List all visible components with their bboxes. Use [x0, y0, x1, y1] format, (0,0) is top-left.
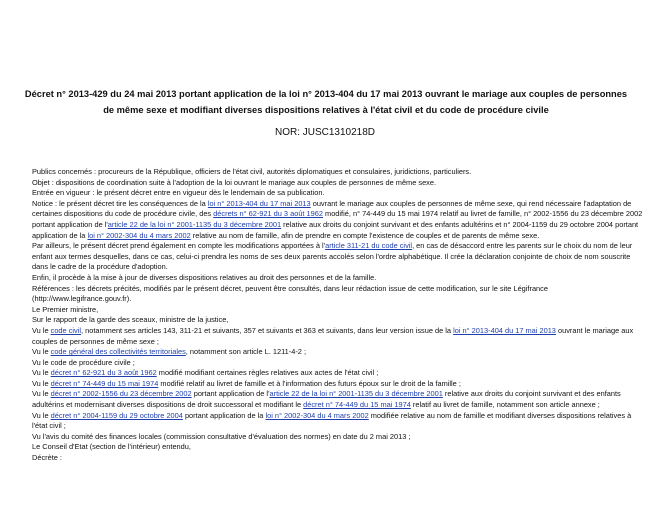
link-decret-2004-1159[interactable]: décret n° 2004-1159 du 29 octobre 2004: [50, 410, 183, 420]
premier-ministre: Le Premier ministre,: [32, 304, 99, 314]
publics-concernes: Publics concernés : procureurs de la République, officiers de l'état civil, autorités diplomatiques et consulaires, juridictions, particuliers.: [32, 167, 472, 176]
link-decrets-62-921[interactable]: décrets n° 62-921 du 3 août 1962: [213, 209, 323, 219]
link-article-311-21-code-civil[interactable]: article 311-21 du code civil: [325, 241, 413, 251]
link-loi-2002-304-vu[interactable]: loi n° 2002-304 du 4 mars 2002: [265, 410, 369, 420]
references-paragraph: Références : les décrets précités, modifiés par le présent décret, peuvent être consultés, dans leur rédaction issue de cette modification, sur le site Légifrance (http://www.legifrance.gouv.fr).: [32, 283, 548, 304]
link-decret-2002-1556[interactable]: décret n° 2002-1556 du 23 décembre 2002: [50, 389, 192, 399]
vu-decret-2004-1159: Vu le décret n° 2004-1159 du 29 octobre 2004 portant application de la loi n° 2002-304 du 4 mars 2002 modifiée relative au nom de famille et modifiant diverses dispositions relatives à l'état civil ;: [32, 410, 632, 431]
enfin-paragraph: Enfin, il procède à la mise à jour de diverses dispositions relatives au droit des personnes et de la famille.: [32, 272, 377, 282]
decrete: Décrète :: [32, 453, 62, 463]
vu-decret-62-921: Vu le décret n° 62-921 du 3 août 1962 modifié modifiant certaines règles relatives aux actes de l'état civil ;: [32, 368, 379, 378]
vu-cgct: Vu le code général des collectivités territoriales, notamment son article L. 1211-4-2 ;: [32, 347, 307, 357]
decree-body: [32, 167, 644, 464]
link-decret-74-449-vu[interactable]: décret n° 74-449 du 15 mai 1974: [303, 400, 411, 410]
notice-paragraph: Notice : le présent décret tire les conséquences de la loi n° 2013-404 du 17 mai 2013 ouvrant le mariage aux couples de personnes de même sexe, qui rend nécessaire l'adaptation de certaines dispositions du code de procédure civile, des décrets n° 62-921 du 3 août 1962 modifié, n° 74-449 du 15 mai 1974 relatif au livret de famille, n° 2002-1556 du 23 décembre 2002 portant application de l'article 22 de la loi n° 2001-1135 du 3 décembre 2001 relative aux droits du conjoint survivant et des enfants adultérins et n° 2004-1159 du 29 octobre 2004 portant application de la loi n° 2002-304 du 4 mars 2002 relative au nom de famille, afin de prendre en compte l'existence de couples et de parents de même sexe.: [32, 198, 643, 240]
link-loi-2013-404-vu[interactable]: loi n° 2013-404 du 17 mai 2013: [453, 325, 556, 335]
link-article-22-loi-2001-1135[interactable]: article 22 de la loi n° 2001-1135 du 3 décembre 2001: [107, 219, 282, 229]
objet: Objet : dispositions de coordination suite à l'adoption de la loi ouvrant le mariage aux couples de personnes de même sexe.: [32, 177, 437, 187]
decree-title: Décret n° 2013-429 du 24 mai 2013 portant application de la loi n° 2013-404 du 17 mai 2013 ouvrant le mariage aux couples de personnes de même sexe et modifiant diverses dispositions relatives à l'état civil et du code de procédure civile: [24, 89, 628, 115]
link-decret-62-921[interactable]: décret n° 62-921 du 3 août 1962: [50, 368, 157, 378]
link-code-civil[interactable]: code civil: [50, 325, 82, 335]
link-cgct[interactable]: code général des collectivités territoriales: [50, 347, 186, 357]
link-loi-2013-404[interactable]: loi n° 2013-404 du 17 mai 2013: [207, 198, 311, 208]
vu-decret-2002-1556: Vu le décret n° 2002-1556 du 23 décembre 2002 portant application de l'article 22 de la loi n° 2001-1135 du 3 décembre 2001 relative aux droits du conjoint survivant et des enfants adultérins et modernisant diverses dispositions de droit successoral et modifiant le décret n° 74-449 du 15 mai 1974 relatif au livret de famille, notamment son article annexe ;: [32, 389, 621, 410]
rapport-line: Sur le rapport de la garde des sceaux, ministre de la justice,: [32, 315, 229, 325]
link-loi-2002-304[interactable]: loi n° 2002-304 du 4 mars 2002: [87, 230, 191, 240]
nor-number: NOR: JUSC1310218D: [274, 127, 376, 138]
vu-code-civil: Vu le code civil, notamment ses articles 143, 311-21 et suivants, 357 et suivants et 363 et suivants, dans leur version issue de la loi n° 2013-404 du 17 mai 2013 ouvrant le mariage aux couples de personnes de même sexe ;: [32, 325, 634, 346]
conseil-etat: Le Conseil d'Etat (section de l'intérieur) entendu,: [32, 442, 191, 452]
link-article-22-loi-2001-1135-vu[interactable]: article 22 de la loi n° 2001-1135 du 3 décembre 2001: [269, 389, 443, 399]
vu-code-procedure-civile: Vu le code de procédure civile ;: [32, 357, 135, 367]
link-decret-74-449[interactable]: décret n° 74-449 du 15 mai 1974: [50, 378, 159, 388]
vu-decret-74-449: Vu le décret n° 74-449 du 15 mai 1974 modifié relatif au livret de famille et à l'information des futurs époux sur le droit de la famille ;: [32, 378, 461, 388]
entree-en-vigueur: Entrée en vigueur : le présent décret entre en vigueur dès le lendemain de sa publication.: [32, 188, 325, 198]
par-ailleurs-paragraph: Par ailleurs, le présent décret prend également en compte les modifications apportées à l'article 311-21 du code civil, en cas de désaccord entre les parents sur le choix du nom de leur enfant aux termes desquelles, dans ce cas, celui-ci prendra les noms de ses deux parents accolés selon l'ordre alphabétique. Il crée la déclaration conjointe de choix de nom souscrite dans le cadre de la procédure d'adoption.: [32, 241, 633, 272]
vu-avis-comite: Vu l'avis du comité des finances locales (commission consultative d'évaluation des normes) en date du 2 mai 2013 ;: [32, 431, 411, 441]
